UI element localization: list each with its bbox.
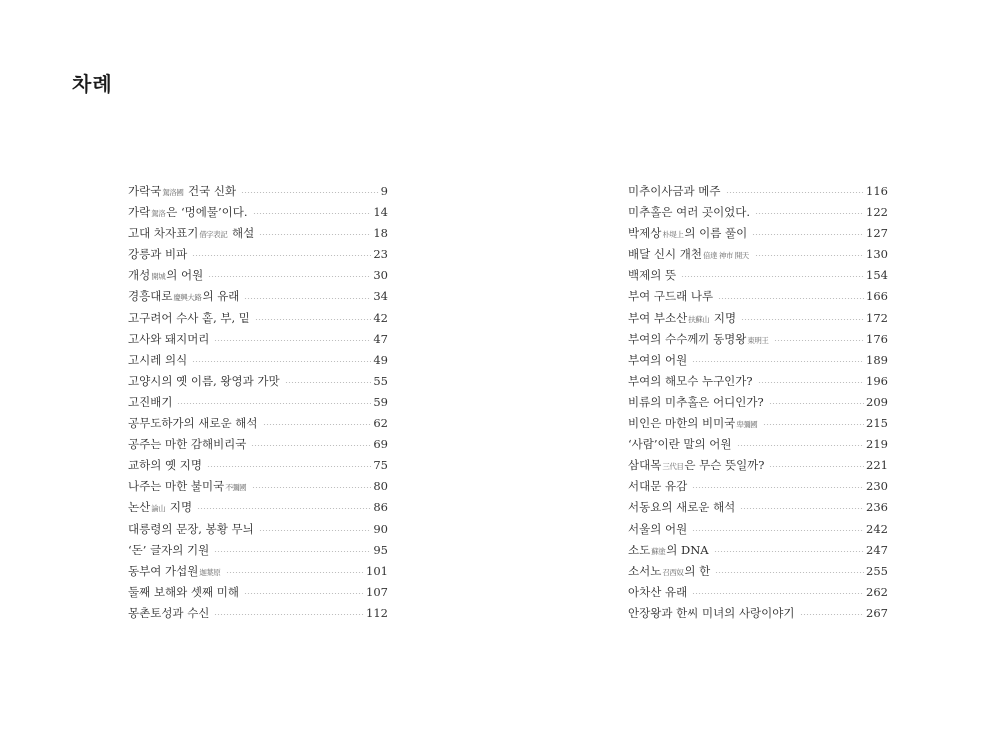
toc-page-number: 42 (373, 310, 388, 325)
toc-entry-text-suffix: 감해비리국 (190, 437, 247, 452)
toc-entry-text-suffix: 의 유래 (202, 289, 240, 304)
toc-entry[interactable] (628, 434, 888, 455)
toc-entry-text: 서대문 유감 (628, 479, 688, 494)
dot-leader (226, 572, 364, 573)
toc-entry-title (128, 434, 246, 455)
toc-page-number: 47 (373, 331, 388, 346)
toc-entry-hanja: 論山 (151, 504, 166, 514)
toc-entry-title (128, 392, 172, 413)
toc-entry-hanja: 卑彌國 (736, 420, 758, 430)
dot-leader (800, 614, 865, 615)
dot-leader (737, 445, 865, 446)
toc-entry-hanja: 駕洛國 (162, 188, 184, 197)
toc-entry[interactable] (628, 202, 888, 223)
toc-entry-text: 소서노 (628, 563, 662, 578)
toc-entry-title (628, 329, 769, 351)
toc-entry[interactable] (128, 561, 388, 582)
dot-leader (726, 192, 865, 193)
toc-entry-hanja: 三代目 (662, 462, 684, 472)
dot-leader (244, 593, 364, 594)
toc-entry-title (628, 455, 764, 477)
dot-leader (192, 255, 371, 256)
toc-entry-text: 부여의 수수께끼 동명왕 (628, 331, 747, 346)
toc-page-number: 49 (373, 352, 388, 367)
toc-page-number: 59 (373, 394, 388, 409)
toc-entry-text: 고대 차자표기 (128, 226, 199, 241)
toc-entry[interactable] (628, 519, 888, 540)
dot-leader (681, 276, 864, 277)
toc-entry-hanja: 倍達 神市 開天 (702, 251, 749, 261)
toc-page-number: 101 (366, 563, 388, 578)
toc-entry-text-suffix: 은 ‘멍에물’이다. (166, 205, 248, 220)
toc-entry-title (128, 413, 258, 434)
toc-entry-text: 고사와 돼지머리 (128, 331, 210, 346)
toc-entry-text-suffix: 건국 신화 (184, 184, 237, 198)
toc-entry-hanja: 開城 (151, 272, 166, 282)
toc-entry[interactable] (128, 519, 388, 540)
toc-entry[interactable] (128, 329, 388, 350)
toc-entry-title (628, 244, 750, 266)
toc-page-number: 122 (866, 205, 888, 220)
toc-entry-title (128, 540, 209, 561)
toc-entry[interactable] (628, 265, 888, 286)
toc-entry-text: 대릉령의 문장, 봉황 무늬 (128, 521, 254, 536)
toc-entry-title (628, 582, 687, 603)
toc-page-number: 80 (373, 479, 388, 494)
toc-entry-hanja: 不彌國 (225, 483, 247, 493)
toc-entry-text-suffix: 의 어원 (166, 268, 204, 283)
toc-page-number: 9 (380, 184, 388, 198)
toc-entry-text: 둘째 보해와 셋째 미해 (128, 584, 239, 599)
dot-leader (241, 192, 379, 193)
toc-entry-title (628, 413, 758, 435)
toc-entry[interactable] (128, 202, 388, 223)
toc-page-number: 75 (373, 458, 388, 473)
toc-entry-text: 고시레 의식 (128, 352, 188, 367)
toc-entry-hanja: 扶蘇山 (688, 314, 710, 324)
toc-entry-text: 아차산 유래 (628, 584, 688, 599)
dot-leader (253, 213, 372, 214)
toc-entry-title (128, 223, 254, 245)
toc-entry[interactable] (128, 308, 388, 329)
toc-entry-text: ‘사람’이란 말의 어원 (628, 437, 732, 452)
toc-entry-text: 미추홀은 여러 곳이었다. (628, 205, 751, 220)
toc-entry-title (628, 350, 687, 371)
dot-leader (755, 255, 864, 256)
dot-leader (214, 614, 364, 615)
toc-entry-title (628, 223, 747, 245)
toc-entry-hanja: 東明王 (747, 335, 769, 345)
toc-entry-hanja: 迦葉原 (199, 567, 221, 577)
toc-entry-text: 부여의 해모수 누구인가? (628, 373, 753, 388)
toc-entry[interactable] (628, 329, 888, 350)
toc-entry-title (128, 350, 187, 371)
toc-entry[interactable] (128, 603, 388, 624)
toc-entry-title (628, 434, 732, 455)
toc-entry-title (128, 286, 239, 308)
dot-leader (214, 551, 371, 552)
toc-entry[interactable] (128, 350, 388, 371)
toc-entry[interactable] (128, 371, 388, 392)
dot-leader (207, 466, 371, 467)
dot-leader (177, 403, 371, 404)
toc-entry-title (128, 308, 250, 329)
toc-entry-text: 안장왕과 한씨 미녀의 사랑이야기 (628, 605, 795, 620)
toc-entry-title (628, 202, 750, 223)
toc-page-number: 23 (373, 247, 388, 262)
toc-page-number: 219 (866, 437, 888, 452)
dot-leader (718, 298, 864, 299)
dot-leader (197, 508, 371, 509)
toc-entry[interactable] (628, 497, 888, 518)
toc-page-number: 166 (866, 289, 888, 304)
toc-entry[interactable] (628, 308, 888, 329)
toc-entry-title (628, 603, 795, 624)
toc-entry-text: 서동요의 새로운 해석 (628, 500, 736, 515)
toc-entry-text-suffix: 의 한 (684, 563, 711, 578)
dot-leader (255, 319, 371, 320)
toc-entry-text-suffix: 홑, 부, 밑 (201, 310, 250, 325)
dot-leader (755, 213, 864, 214)
dot-leader (758, 382, 864, 383)
toc-entry[interactable] (128, 413, 388, 434)
toc-entry-title (628, 392, 764, 413)
toc-page-number: 221 (866, 458, 888, 473)
toc-entry-title (628, 519, 687, 540)
toc-page-number: 196 (866, 373, 888, 388)
toc-entry-text: 개성 (128, 268, 151, 283)
toc-entry-title (628, 181, 721, 202)
dot-leader (692, 530, 864, 531)
toc-page-number: 95 (373, 542, 388, 557)
toc-entry[interactable] (128, 497, 388, 518)
toc-entry-title (628, 540, 709, 562)
toc-page-number: 154 (866, 268, 888, 283)
toc-entry-title (128, 455, 202, 476)
toc-entry[interactable] (128, 434, 388, 455)
dot-leader (259, 530, 372, 531)
toc-entry-text: 공주는 마한 (128, 437, 191, 452)
toc-entry-title (628, 497, 735, 518)
toc-entry[interactable] (128, 223, 388, 244)
toc-left-column (128, 181, 388, 624)
toc-entry[interactable] (128, 455, 388, 476)
toc-entry-text: 박제상 (628, 226, 662, 241)
toc-entry-title (128, 497, 192, 519)
toc-entry-text-suffix: 지명 (166, 500, 193, 515)
toc-entry[interactable] (628, 561, 888, 582)
toc-page-number: 209 (866, 394, 888, 409)
toc-entry-text-suffix: 의 DNA (666, 542, 709, 557)
toc-entry[interactable] (628, 350, 888, 371)
dot-leader (692, 593, 864, 594)
toc-page-number: 262 (866, 584, 888, 599)
toc-entry[interactable] (628, 603, 888, 624)
toc-entry-text-suffix: 은 무슨 뜻일까? (684, 458, 765, 473)
toc-entry-text: 고양시의 옛 이름, 왕영과 가맛 (128, 373, 280, 388)
dot-leader (244, 298, 371, 299)
toc-entry[interactable] (128, 392, 388, 413)
toc-page-number: 30 (373, 268, 388, 283)
dot-leader (208, 276, 371, 277)
toc-entry[interactable] (628, 244, 888, 265)
toc-entry-title (128, 561, 221, 583)
toc-entry-text: 동부여 가섭원 (128, 563, 199, 578)
toc-page-number: 34 (373, 289, 388, 304)
toc-entry-title (128, 244, 187, 265)
toc-entry[interactable] (128, 181, 388, 202)
toc-entry[interactable] (628, 540, 888, 561)
toc-entry-text: 논산 (128, 500, 151, 515)
toc-entry-text: 공무도하가의 새로운 해석 (128, 416, 258, 431)
dot-leader (692, 361, 864, 362)
toc-entry-title (128, 603, 209, 624)
dot-leader (259, 234, 371, 235)
toc-entry[interactable] (128, 540, 388, 561)
dot-leader (263, 424, 372, 425)
dot-leader (214, 340, 371, 341)
toc-entry-title (628, 561, 710, 583)
page-title: 차례 (72, 72, 113, 96)
toc-page-number: 62 (373, 416, 388, 431)
dot-leader (740, 508, 864, 509)
toc-entry[interactable] (128, 244, 388, 265)
toc-page-number: 130 (866, 247, 888, 262)
dot-leader (251, 445, 371, 446)
toc-entry-title (128, 582, 239, 603)
toc-entry[interactable] (628, 582, 888, 603)
dot-leader (714, 551, 864, 552)
toc-page-number: 127 (866, 226, 888, 241)
toc-entry-text: ‘돈’ 글자의 기원 (128, 542, 210, 557)
toc-entry-title (628, 476, 687, 497)
dot-leader (752, 234, 864, 235)
dot-leader (252, 487, 371, 488)
toc-entry-title (128, 519, 254, 540)
dot-leader (285, 382, 372, 383)
toc-page-number: 112 (366, 605, 388, 620)
toc-entry-title (128, 181, 236, 203)
toc-entry-text: 미추이사금과 메주 (628, 184, 721, 198)
dot-leader (769, 403, 864, 404)
toc-entry-text: 부여 부소산 (628, 310, 688, 325)
toc-entry-title (128, 476, 247, 498)
toc-entry-text: 소도 (628, 542, 651, 557)
toc-entry-title (128, 265, 203, 287)
toc-entry-text-suffix: 지명 (710, 310, 737, 325)
toc-entry-text: 비류의 미추홀은 어디인가? (628, 394, 764, 409)
toc-page-number: 267 (866, 605, 888, 620)
toc-entry[interactable] (128, 265, 388, 286)
toc-entry-hanja: 蘇塗 (651, 546, 666, 556)
toc-entry-text: 부여 구드래 나루 (628, 289, 714, 304)
toc-page-number: 230 (866, 479, 888, 494)
toc-entry-text: 나주는 마한 불미국 (128, 479, 225, 494)
toc-page-number: 86 (373, 500, 388, 515)
toc-page-number: 172 (866, 310, 888, 325)
toc-entry-text: 가락국 (128, 184, 162, 198)
toc-page-number: 236 (866, 500, 888, 515)
toc-entry-hanja: 朴堤上 (662, 230, 684, 240)
toc-entry-title (128, 371, 280, 392)
toc-entry-text: 교하의 옛 지명 (128, 458, 202, 473)
dot-leader (692, 487, 864, 488)
toc-page-number: 215 (866, 416, 888, 431)
toc-entry[interactable] (628, 181, 888, 202)
dot-leader (763, 424, 864, 425)
dot-leader (774, 340, 864, 341)
toc-entry[interactable] (128, 476, 388, 497)
toc-entry-title (628, 371, 753, 392)
toc-entry-hanja: 召西奴 (662, 567, 684, 577)
toc-right-column (628, 181, 888, 624)
toc-entry[interactable] (628, 413, 888, 434)
toc-entry-text: 몽촌토성과 수신 (128, 605, 210, 620)
toc-page-number: 247 (866, 542, 888, 557)
toc-entry-text: 경흥대로 (128, 289, 173, 304)
toc-entry[interactable] (128, 286, 388, 307)
toc-page-number: 189 (866, 352, 888, 367)
toc-entry-title (628, 308, 736, 330)
toc-entry-hanja: 駕洛 (151, 209, 166, 219)
toc-entry-hanja: 慶興大路 (173, 293, 202, 303)
toc-entry[interactable] (628, 223, 888, 244)
toc-entry-text: 가락 (128, 205, 151, 220)
toc-entry-text: 삼대목 (628, 458, 662, 473)
toc-page-number: 14 (373, 205, 388, 220)
toc-entry[interactable] (628, 455, 888, 476)
toc-entry-text-suffix: 해설 (228, 226, 255, 241)
toc-entry-text: 부여의 어원 (628, 352, 688, 367)
dot-leader (715, 572, 864, 573)
toc-entry-hanja: 借字表記 (199, 230, 228, 240)
toc-page-number: 242 (866, 521, 888, 536)
toc-entry-text: 백제의 뜻 (628, 268, 677, 283)
toc-entry-text: 서울의 어원 (628, 521, 688, 536)
toc-page-number: 176 (866, 331, 888, 346)
toc-entry-text: 비인은 마한의 비미국 (628, 416, 736, 431)
toc-entry-text: 고진배기 (128, 394, 173, 409)
toc-entry[interactable] (628, 371, 888, 392)
toc-entry[interactable] (628, 286, 888, 307)
dot-leader (741, 319, 864, 320)
toc-page-number: 18 (373, 226, 388, 241)
toc-page-number: 255 (866, 563, 888, 578)
toc-entry-title (628, 286, 713, 307)
toc-entry[interactable] (628, 476, 888, 497)
toc-page-number: 90 (373, 521, 388, 536)
toc-entry-title (128, 329, 209, 350)
toc-page-number: 55 (373, 373, 388, 388)
toc-page-number: 69 (373, 437, 388, 452)
toc-entry-text: 배달 신시 개천 (628, 247, 702, 262)
toc-page-number: 116 (866, 184, 888, 198)
toc-entry-text: 고구려어 수사 (128, 310, 202, 325)
toc-entry-text: 강릉과 비파 (128, 247, 188, 262)
dot-leader (192, 361, 371, 362)
toc-entry[interactable] (628, 392, 888, 413)
toc-page-number: 107 (366, 584, 388, 599)
toc-entry-title (628, 265, 676, 286)
toc-entry[interactable] (128, 582, 388, 603)
toc-entry-title (128, 202, 248, 224)
dot-leader (769, 466, 864, 467)
toc-entry-text-suffix: 의 이름 풀이 (684, 226, 748, 241)
